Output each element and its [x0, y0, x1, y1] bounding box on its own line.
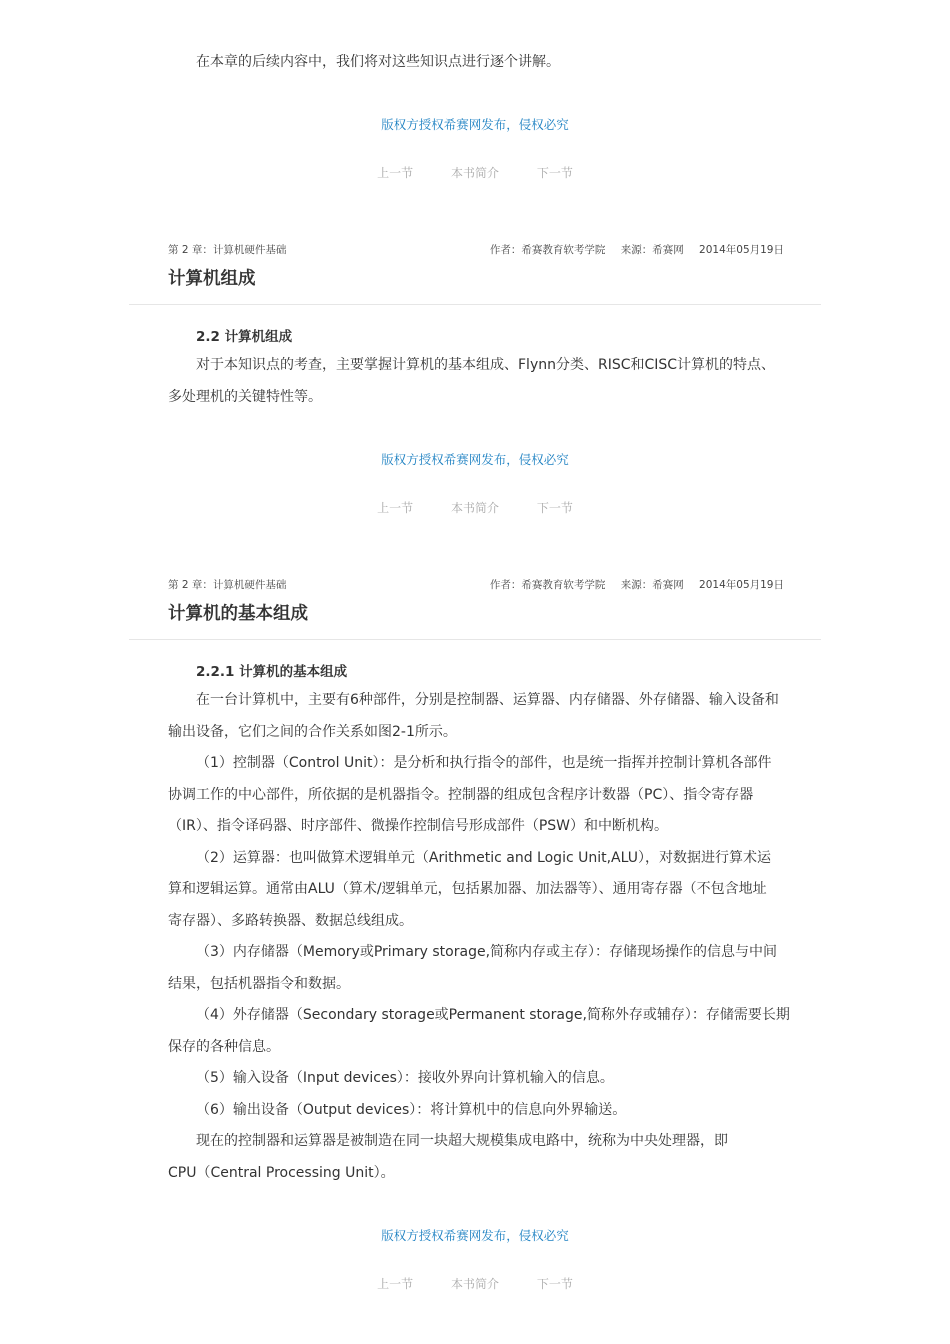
copyright-notice: 版权方授权希赛网发布，侵权必究: [381, 117, 569, 132]
body-line: 输出设备，它们之间的合作关系如图2-1所示。: [168, 723, 457, 740]
body-line: 结果，包括机器指令和数据。: [168, 975, 350, 992]
body-line: 对于本知识点的考查，主要掌握计算机的基本组成、Flynn分类、RISC和CISC计算机的特点、: [196, 357, 776, 373]
section2-body: [168, 685, 788, 1189]
body-line: （5）输入设备（Input devices）：接收外界向计算机输入的信息。: [196, 1070, 614, 1086]
article-meta: [478, 577, 784, 592]
copyright-notice: 版权方授权希赛网发布，侵权必究: [381, 1228, 569, 1243]
divider: [129, 639, 821, 640]
body-line: （IR）、指令译码器、时序部件、微操作控制信号形成部件（PSW）和中断机构。: [168, 818, 669, 834]
date-label: 2014年05月19日: [699, 244, 784, 256]
next-section-link[interactable]: 下一节: [536, 166, 573, 180]
body-line: 寄存器）、多路转换器、数据总线组成。: [168, 912, 413, 929]
divider: [129, 304, 821, 305]
author-label: 作者：希赛教育软考学院: [489, 244, 606, 256]
prev-section-link[interactable]: 上一节: [377, 1277, 414, 1291]
book-intro-link[interactable]: 本书简介: [450, 501, 499, 515]
section-nav: [0, 499, 950, 516]
source-label: 来源：希赛网: [620, 579, 684, 591]
date-label: 2014年05月19日: [699, 579, 784, 591]
author-label: 作者：希赛教育软考学院: [489, 579, 606, 591]
page-title: 计算机组成: [168, 269, 256, 289]
prev-section-link[interactable]: 上一节: [377, 166, 414, 180]
body-line: 多处理机的关键特性等。: [168, 388, 322, 405]
next-section-link[interactable]: 下一节: [536, 501, 573, 515]
book-intro-link[interactable]: 本书简介: [450, 1277, 499, 1291]
intro-paragraph: [168, 47, 788, 79]
body-line: （1）控制器（Control Unit）：是分析和执行指令的部件，也是统一指挥并控制计算机各部件: [196, 755, 772, 771]
body-line: 保存的各种信息。: [168, 1038, 280, 1055]
body-line: 协调工作的中心部件，所依据的是机器指令。控制器的组成包含程序计数器（PC）、指令寄存器: [168, 786, 754, 803]
body-line: （6）输出设备（Output devices）：将计算机中的信息向外界输送。: [196, 1101, 627, 1118]
chapter-label: 第 2 章：计算机硬件基础: [168, 244, 287, 256]
section-heading: 2.2.1 计算机的基本组成: [196, 664, 348, 680]
section-nav: [0, 1275, 950, 1292]
intro-line: 在本章的后续内容中，我们将对这些知识点进行逐个讲解。: [196, 54, 560, 70]
body-line: （2）运算器：也叫做算术逻辑单元（Arithmetic and Logic Unit,ALU），对数据进行算术运: [196, 849, 771, 866]
section1-body: [168, 350, 788, 413]
copyright-notice: 版权方授权希赛网发布，侵权必究: [381, 452, 569, 467]
body-line: 在一台计算机中，主要有6种部件，分别是控制器、运算器、内存储器、外存储器、输入设备和: [196, 692, 779, 708]
page-title: 计算机的基本组成: [168, 604, 308, 624]
article-meta: [478, 242, 784, 257]
source-label: 来源：希赛网: [620, 244, 684, 256]
section-nav: [0, 164, 950, 181]
body-line: 现在的控制器和运算器是被制造在同一块超大规模集成电路中，统称为中央处理器，即: [196, 1133, 728, 1149]
body-line: （4）外存储器（Secondary storage或Permanent storage,简称外存或辅存）：存储需要长期: [196, 1007, 790, 1023]
prev-section-link[interactable]: 上一节: [377, 501, 414, 515]
next-section-link[interactable]: 下一节: [536, 1277, 573, 1291]
book-intro-link[interactable]: 本书简介: [450, 166, 499, 180]
chapter-label: 第 2 章：计算机硬件基础: [168, 579, 287, 591]
section-heading: 2.2 计算机组成: [196, 329, 293, 345]
body-line: （3）内存储器（Memory或Primary storage,简称内存或主存）：存储现场操作的信息与中间: [196, 944, 778, 960]
body-line: 算和逻辑运算。通常由ALU（算术/逻辑单元，包括累加器、加法器等）、通用寄存器（不包含地址: [168, 881, 767, 897]
body-line: CPU（Central Processing Unit）。: [168, 1164, 395, 1181]
